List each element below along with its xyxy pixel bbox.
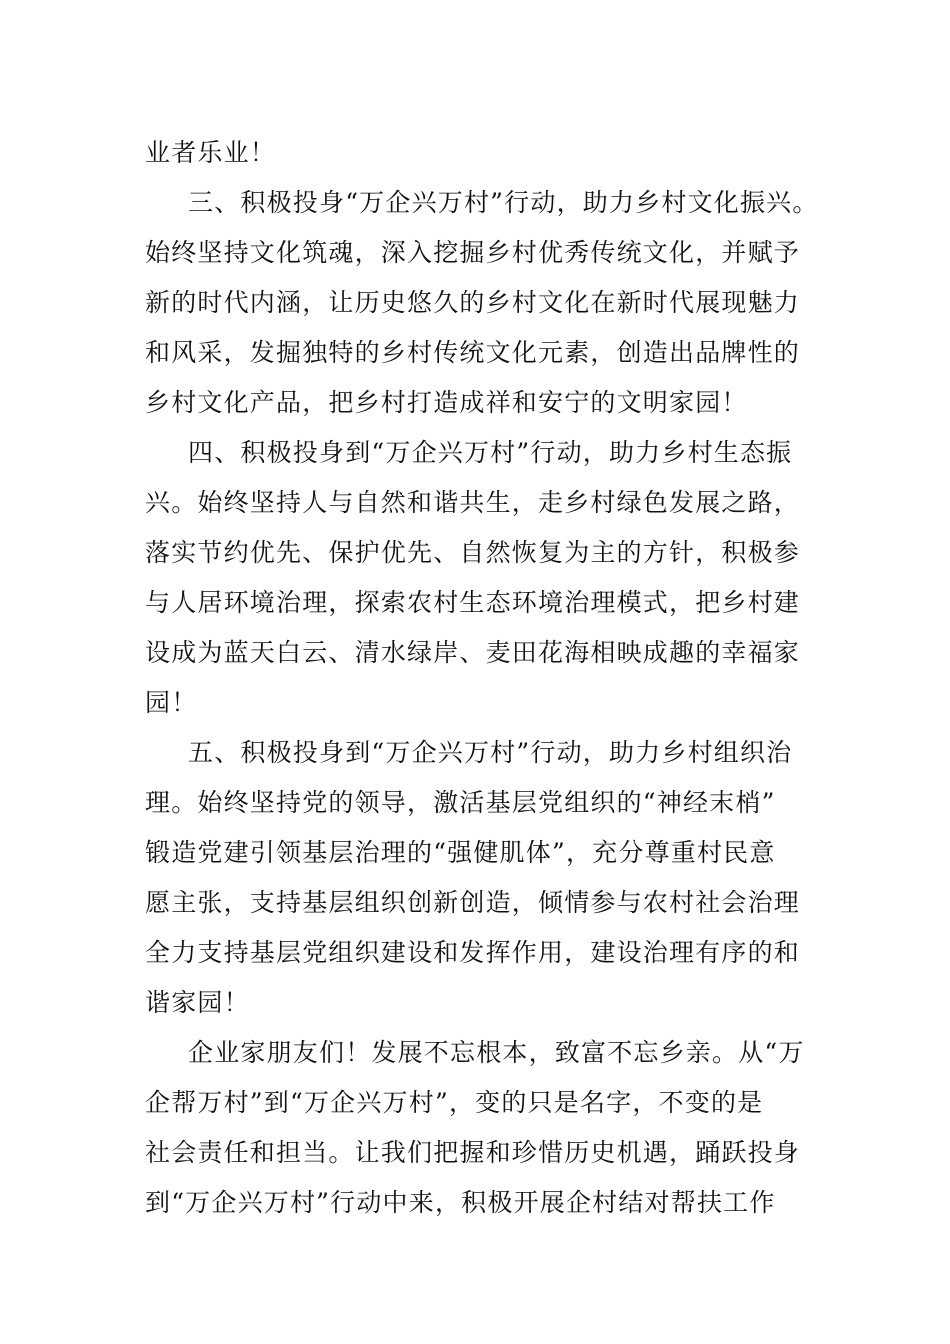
text-line: 乡村文化产品，把乡村打造成祥和安宁的文明家园！ xyxy=(145,388,748,417)
text-line: 始终坚持文化筑魂，深入挖掘乡村优秀传统文化，并赋予 xyxy=(145,238,801,267)
paragraph-heading-4: 四、积极投身到“万企兴万村”行动，助力乡村生态振 xyxy=(188,438,793,467)
text-line: 锻造党建引领基层治理的“强健肌体”，充分尊重村民意 xyxy=(145,838,776,867)
text-line: 企帮万村”到“万企兴万村”，变的只是名字，不变的是 xyxy=(145,1088,764,1117)
paragraph-heading-3: 三、积极投身“万企兴万村”行动，助力乡村文化振兴。 xyxy=(188,188,819,217)
text-line: 落实节约优先、保护优先、自然恢复为主的方针，积极参 xyxy=(145,538,801,567)
text-line: 与人居环境治理，探索农村生态环境治理模式，把乡村建 xyxy=(145,588,801,617)
text-line: 谐家园！ xyxy=(145,988,250,1017)
text-line: 设成为蓝天白云、清水绿岸、麦田花海相映成趣的幸福家 xyxy=(145,638,801,667)
text-line: 全力支持基层党组织建设和发挥作用，建设治理有序的和 xyxy=(145,938,801,967)
text-line: 新的时代内涵，让历史悠久的乡村文化在新时代展现魅力 xyxy=(145,288,801,317)
text-line: 兴。始终坚持人与自然和谐共生，走乡村绿色发展之路， xyxy=(145,488,801,517)
paragraph-heading-5: 五、积极投身到“万企兴万村”行动，助力乡村组织治 xyxy=(188,738,793,767)
closing-paragraph-start: 企业家朋友们！发展不忘根本，致富不忘乡亲。从“万 xyxy=(188,1038,805,1067)
text-line: 理。始终坚持党的领导，激活基层党组织的“神经末梢” xyxy=(145,788,776,817)
text-line: 业者乐业！ xyxy=(145,138,277,167)
text-line: 和风采，发掘独特的乡村传统文化元素，创造出品牌性的 xyxy=(145,338,801,367)
text-line: 愿主张，支持基层组织创新创造，倾情参与农村社会治理 xyxy=(145,888,801,917)
text-line: 园！ xyxy=(145,688,198,717)
text-line: 到“万企兴万村”行动中来，积极开展企村结对帮扶工作 xyxy=(145,1188,776,1217)
text-line: 社会责任和担当。让我们把握和珍惜历史机遇，踊跃投身 xyxy=(145,1138,801,1167)
